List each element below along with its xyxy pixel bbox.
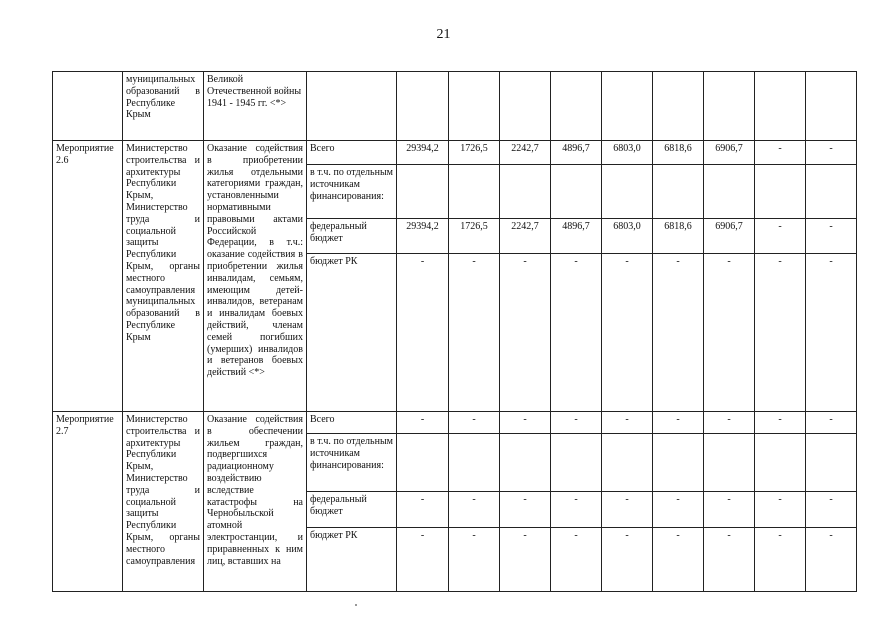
table-row — [53, 412, 857, 434]
value-cell: - — [449, 528, 500, 592]
value-cell: - — [551, 254, 602, 412]
value-cell: - — [397, 528, 449, 592]
value-cell: - — [449, 412, 500, 434]
value-cell: - — [806, 219, 857, 254]
value-cell: - — [602, 412, 653, 434]
table-row — [53, 141, 857, 165]
source-cell: в т.ч. по отдельным источникам финансирования: — [307, 434, 397, 492]
value-cell — [602, 165, 653, 219]
value-cell: - — [806, 492, 857, 528]
value-cell: - — [653, 412, 704, 434]
source-cell: бюджет РК — [307, 528, 397, 592]
value-cell: - — [653, 492, 704, 528]
value-cell — [551, 72, 602, 141]
value-cell: 29394,2 — [397, 219, 449, 254]
value-cell: 6906,7 — [704, 141, 755, 165]
value-cell — [500, 165, 551, 219]
value-cell: - — [806, 141, 857, 165]
description-cell: Великой Отечественной войны 1941 - 1945 гг. <*> — [204, 72, 307, 141]
value-cell: - — [755, 219, 806, 254]
value-cell: 6803,0 — [602, 141, 653, 165]
value-cell — [755, 434, 806, 492]
value-cell: 6906,7 — [704, 219, 755, 254]
value-cell: - — [449, 492, 500, 528]
value-cell: - — [704, 412, 755, 434]
source-cell: бюджет РК — [307, 254, 397, 412]
value-cell — [653, 434, 704, 492]
value-cell: - — [755, 141, 806, 165]
value-cell: - — [551, 528, 602, 592]
value-cell — [755, 72, 806, 141]
value-cell: - — [500, 254, 551, 412]
value-cell — [704, 434, 755, 492]
value-cell: - — [704, 528, 755, 592]
value-cell: 2242,7 — [500, 219, 551, 254]
value-cell — [653, 165, 704, 219]
value-cell: - — [500, 528, 551, 592]
event-cell: Мероприятие 2.7 — [53, 412, 123, 592]
value-cell: - — [449, 254, 500, 412]
value-cell — [806, 434, 857, 492]
value-cell: - — [653, 254, 704, 412]
source-cell: в т.ч. по отдельным источникам финансирования: — [307, 165, 397, 219]
financing-table — [52, 71, 857, 592]
value-cell: - — [755, 528, 806, 592]
page-number: 21 — [436, 27, 451, 42]
value-cell: - — [602, 492, 653, 528]
value-cell: - — [704, 492, 755, 528]
value-cell: - — [806, 254, 857, 412]
value-cell — [397, 165, 449, 219]
value-cell — [551, 434, 602, 492]
value-cell — [704, 72, 755, 141]
value-cell: - — [755, 254, 806, 412]
executor-cell: Министерство строительства и архитектуры Республики Крым, Министерство труда и социальной защиты Республики Крым, органы местного самоуправления муниципальных образований в Республике Крым — [123, 141, 204, 412]
value-cell: - — [806, 528, 857, 592]
executor-cell: Министерство строительства и архитектуры Республики Крым, Министерство труда и социальной защиты Республики Крым, органы местного самоуправления — [123, 412, 204, 592]
value-cell — [449, 434, 500, 492]
value-cell — [602, 72, 653, 141]
value-cell: - — [602, 254, 653, 412]
value-cell — [397, 434, 449, 492]
value-cell — [806, 72, 857, 141]
value-cell — [449, 165, 500, 219]
value-cell: 6818,6 — [653, 141, 704, 165]
value-cell — [397, 72, 449, 141]
value-cell: - — [551, 492, 602, 528]
value-cell: - — [397, 254, 449, 412]
event-cell — [53, 72, 123, 141]
value-cell: - — [602, 528, 653, 592]
value-cell: 2242,7 — [500, 141, 551, 165]
value-cell: 1726,5 — [449, 219, 500, 254]
source-cell: Всего — [307, 412, 397, 434]
value-cell: - — [755, 412, 806, 434]
value-cell: 1726,5 — [449, 141, 500, 165]
source-cell — [307, 72, 397, 141]
value-cell: - — [500, 492, 551, 528]
value-cell: - — [704, 254, 755, 412]
value-cell — [755, 165, 806, 219]
scan-speck — [355, 604, 357, 606]
value-cell: 6818,6 — [653, 219, 704, 254]
value-cell — [449, 72, 500, 141]
value-cell: - — [397, 492, 449, 528]
value-cell: - — [755, 492, 806, 528]
value-cell: - — [397, 412, 449, 434]
event-cell: Мероприятие 2.6 — [53, 141, 123, 412]
value-cell: - — [806, 412, 857, 434]
value-cell: - — [500, 412, 551, 434]
value-cell: 6803,0 — [602, 219, 653, 254]
value-cell — [704, 165, 755, 219]
description-cell: Оказание содействия в обеспечении жильем граждан, подвергшихся радиационному воздействию вследствие катастрофы на Чернобыльской атомной электростанции, и приравненных к ним лиц, вставших на — [204, 412, 307, 592]
value-cell: 29394,2 — [397, 141, 449, 165]
value-cell: 4896,7 — [551, 219, 602, 254]
value-cell — [500, 72, 551, 141]
source-cell: Всего — [307, 141, 397, 165]
value-cell: - — [653, 528, 704, 592]
value-cell — [806, 165, 857, 219]
value-cell: - — [551, 412, 602, 434]
value-cell — [500, 434, 551, 492]
table-row — [53, 72, 857, 141]
value-cell — [653, 72, 704, 141]
description-cell: Оказание содействия в приобретении жилья отдельными категориями граждан, установленными нормативными правовыми актами Российской Федерации, в т.ч.: оказание содействия в приобретении жилья инвалидам, семьям, имеющим детей-инвалидов, ветеранам и инвалидам боевых действий, членам семей погибших (умерших) инвалидов и ветеранов боевых действий <*> — [204, 141, 307, 412]
source-cell: федеральный бюджет — [307, 492, 397, 528]
executor-cell: муниципальных образований в Республике Крым — [123, 72, 204, 141]
value-cell — [602, 434, 653, 492]
value-cell: 4896,7 — [551, 141, 602, 165]
value-cell — [551, 165, 602, 219]
source-cell: федеральный бюджет — [307, 219, 397, 254]
